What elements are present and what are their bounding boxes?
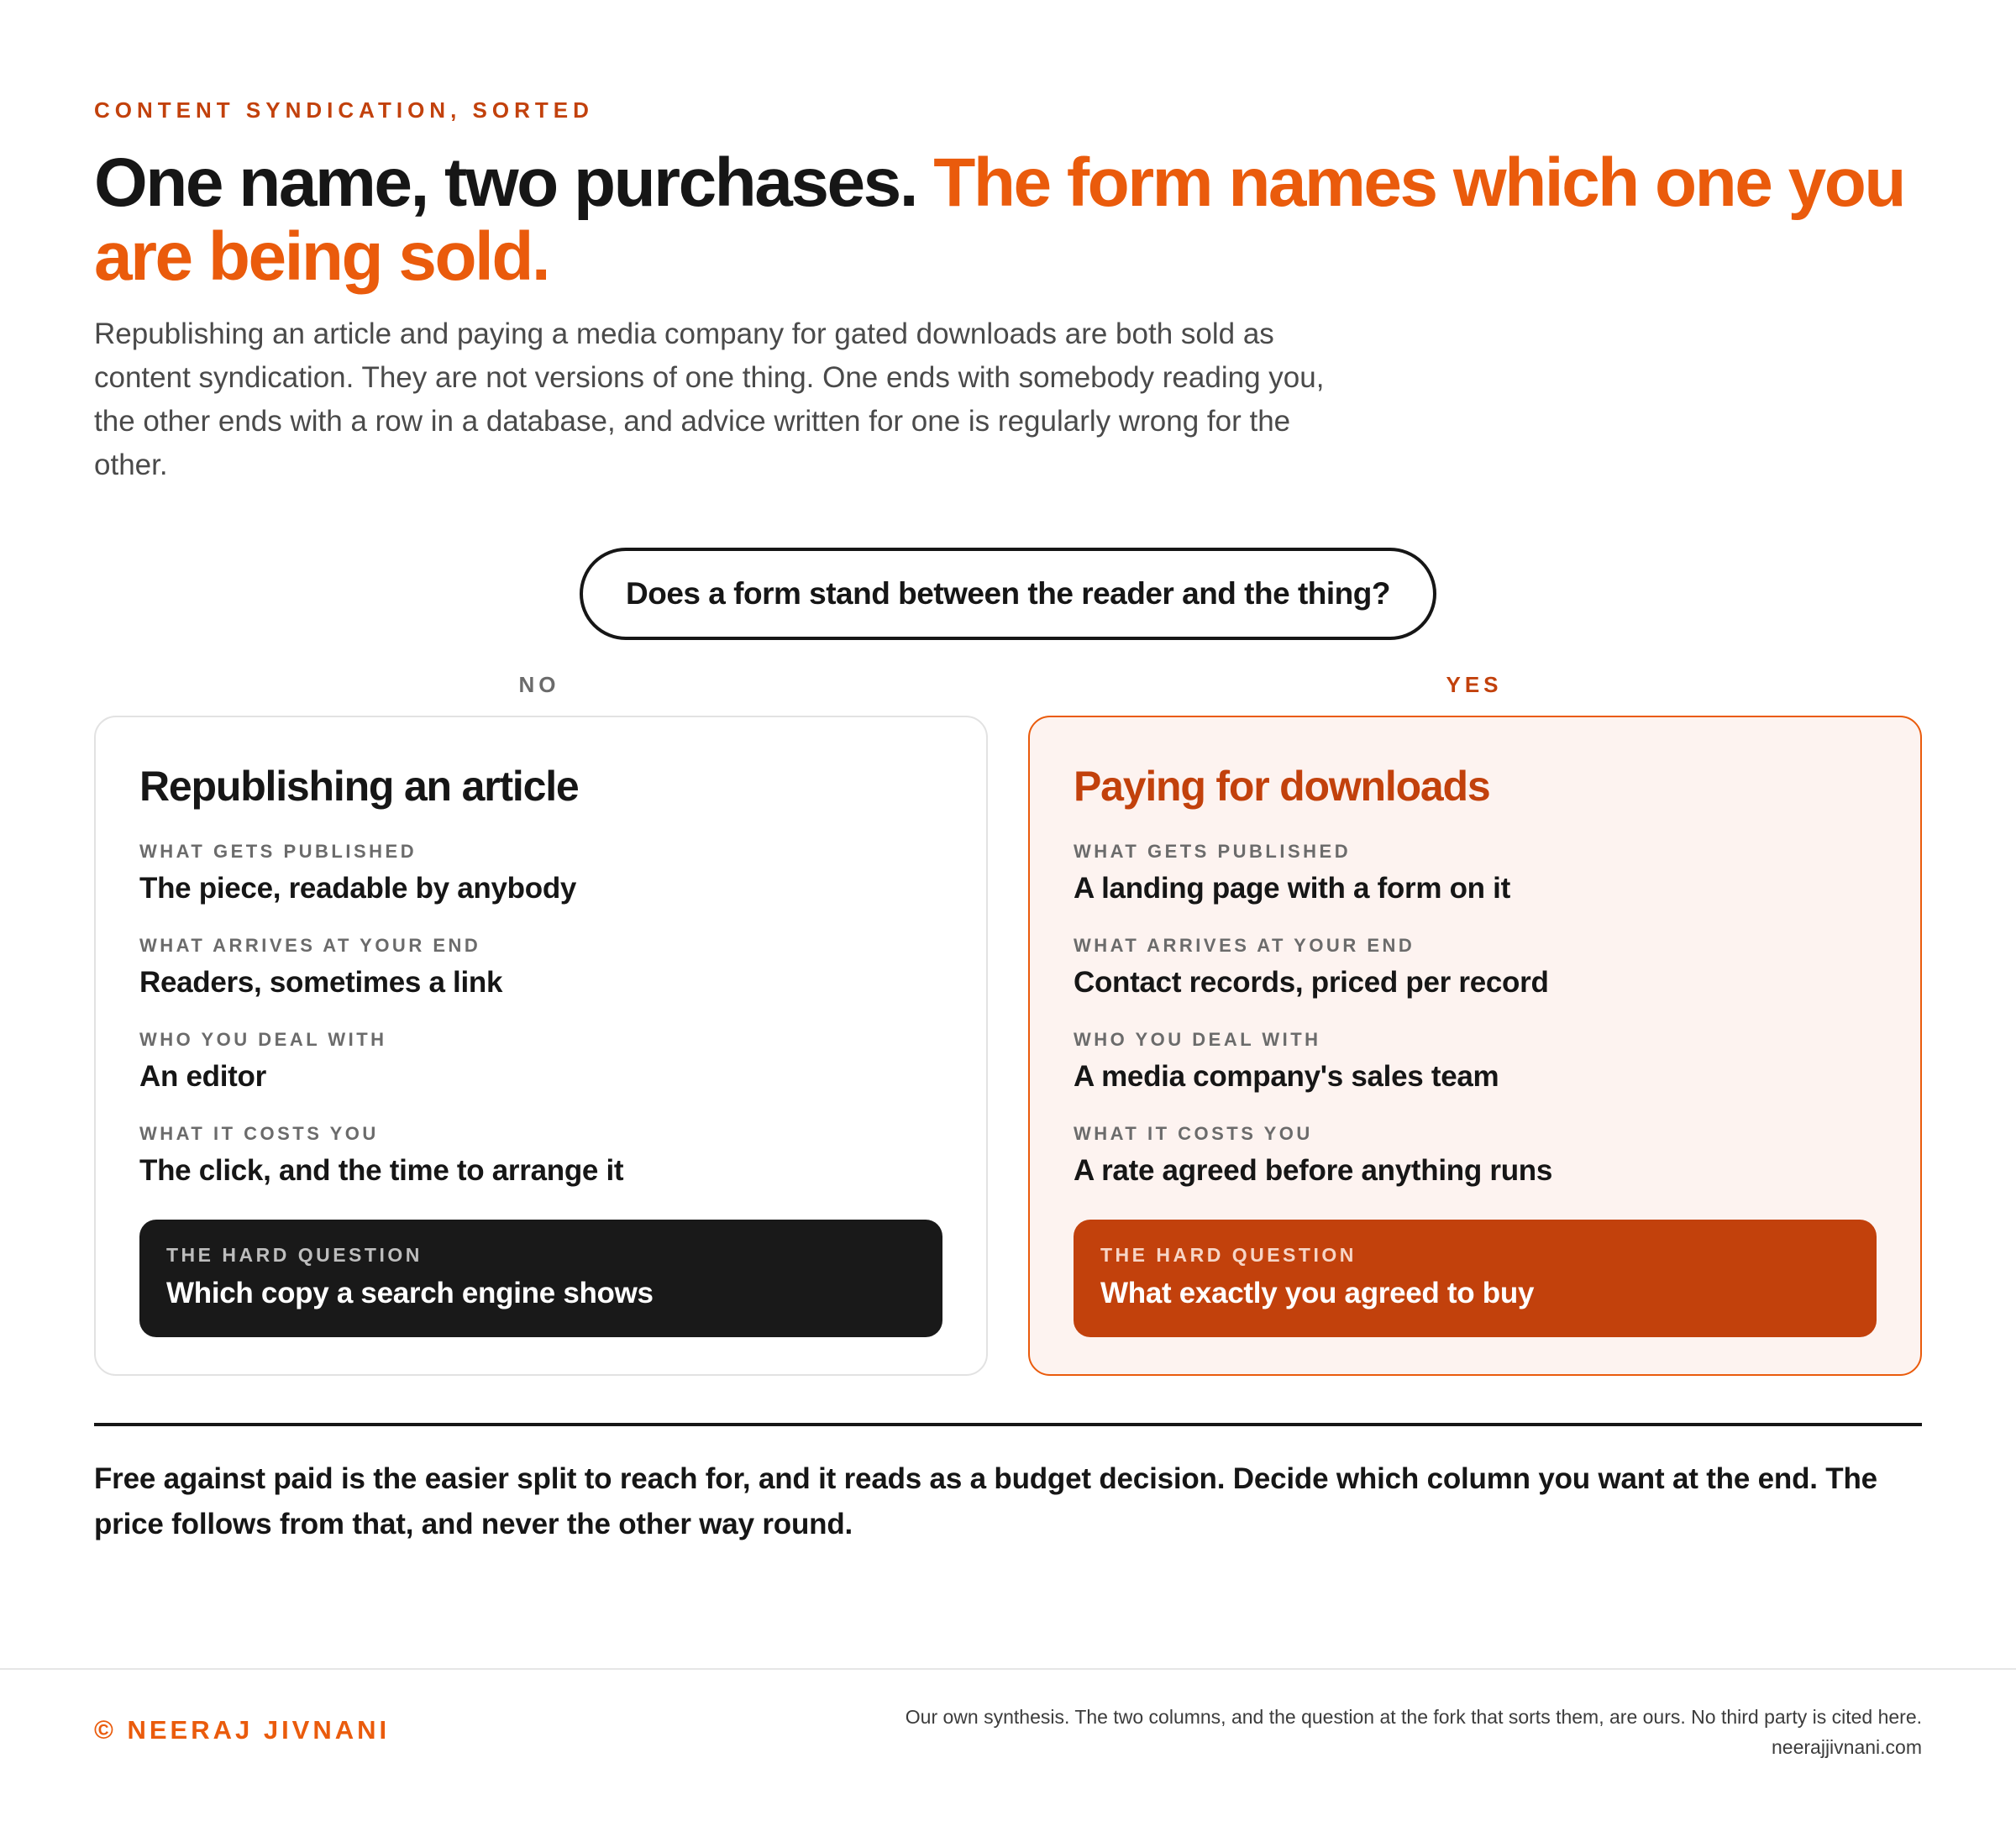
hard-question-value: Which copy a search engine shows	[166, 1277, 654, 1309]
hard-question-box	[139, 1220, 942, 1337]
intro-paragraph: Republishing an article and paying a media company for gated downloads are both sold as content syndication. They are not versions of one thing. One ends with somebody reading you, the other ends with a row in a database, and advice written for one is regularly wrong for the other.	[94, 317, 1325, 481]
row-label: WHAT GETS PUBLISHED	[1074, 841, 1352, 862]
row-value: A rate agreed before anything runs	[1074, 1154, 1553, 1187]
row-label: WHAT ARRIVES AT YOUR END	[139, 935, 481, 956]
row-label: WHAT ARRIVES AT YOUR END	[1074, 935, 1415, 956]
card-row	[1074, 840, 1877, 934]
row-label: WHO YOU DEAL WITH	[1074, 1029, 1321, 1050]
card-republishing	[94, 716, 988, 1376]
card-row	[1074, 1122, 1877, 1216]
closing-paragraph: Free against paid is the easier split to reach for, and it reads as a budget decision. Decide which column you want at the end. The price follows from that, and never the other way round.	[94, 1462, 1877, 1540]
row-label: WHO YOU DEAL WITH	[139, 1029, 387, 1050]
divider	[94, 1423, 1922, 1426]
hard-question-label: THE HARD QUESTION	[1100, 1244, 1357, 1266]
card-row	[139, 840, 942, 934]
card-row	[139, 1028, 942, 1122]
card-title: Paying for downloads	[1074, 763, 1490, 810]
card-row	[139, 934, 942, 1028]
row-value: Contact records, priced per record	[1074, 966, 1549, 999]
card-row	[139, 1122, 942, 1216]
row-label: WHAT IT COSTS YOU	[1074, 1123, 1313, 1144]
branch-no-label: NO	[518, 672, 560, 697]
headline-main: One name, two purchases.	[94, 144, 934, 221]
row-label: WHAT IT COSTS YOU	[139, 1123, 379, 1144]
card-row	[1074, 934, 1877, 1028]
hard-question-box	[1074, 1220, 1877, 1337]
card-row	[1074, 1028, 1877, 1122]
card-paying-for-downloads	[1028, 716, 1922, 1376]
footer-divider	[0, 1668, 2016, 1670]
footer-disclaimer: Our own synthesis. The two columns, and the question at the fork that sorts them, are ours. No third party is cited here.	[905, 1706, 1922, 1728]
brand-name: © NEERAJ JIVNANI	[94, 1715, 391, 1745]
row-value: A media company's sales team	[1074, 1060, 1499, 1093]
hard-question-value: What exactly you agreed to buy	[1100, 1277, 1535, 1309]
page-title	[94, 146, 1925, 294]
eyebrow: CONTENT SYNDICATION, SORTED	[94, 97, 594, 123]
row-value: An editor	[139, 1060, 266, 1093]
row-value: A landing page with a form on it	[1074, 872, 1510, 905]
row-value: The piece, readable by anybody	[139, 872, 577, 905]
footer-site-link[interactable]: neerajjivnani.com	[1772, 1736, 1922, 1758]
hard-question-label: THE HARD QUESTION	[166, 1244, 423, 1266]
headline-accent: The form names which one you are being sold.	[94, 144, 1904, 295]
branch-yes-label: YES	[1446, 672, 1503, 697]
row-label: WHAT GETS PUBLISHED	[139, 841, 417, 862]
row-value: The click, and the time to arrange it	[139, 1154, 624, 1187]
card-title: Republishing an article	[139, 763, 579, 810]
row-value: Readers, sometimes a link	[139, 966, 503, 999]
fork-question: Does a form stand between the reader and the thing?	[580, 548, 1436, 640]
footer-note	[578, 1702, 1922, 1762]
